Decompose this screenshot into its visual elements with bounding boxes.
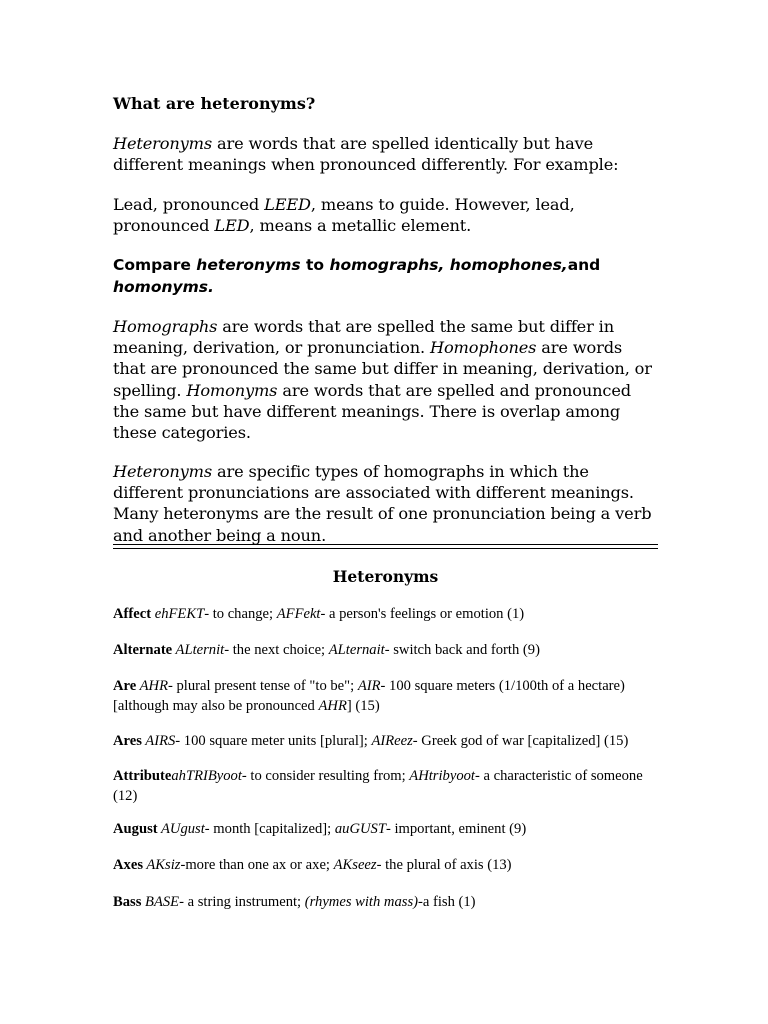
definition-text: - plural present tense of "to be";: [168, 678, 358, 694]
compare-w5: and: [567, 256, 601, 274]
example-text-2: , means to guide. However, lead, pronounced: [113, 195, 575, 236]
pronunciation: ahTRIByoot: [171, 768, 242, 784]
heteronyms-list-title: Heteronyms: [332, 567, 439, 586]
heteronym-entry: [113, 820, 658, 840]
pronunciation: AFFekt: [276, 606, 321, 622]
pronunciation: ehFEKT: [151, 606, 205, 622]
heteronym-entry: [113, 893, 658, 913]
definition-text-2: are words that are pronounced the same but differ in meaning, derivation, or spelling.: [113, 338, 652, 400]
heteronym-word: August: [113, 821, 158, 837]
definition-text: - a person's feelings or emotion (1): [320, 606, 525, 622]
pronunciation: AIR: [357, 678, 381, 694]
pronunciation: AHR: [136, 678, 168, 694]
pronunciation: BASE: [141, 894, 180, 910]
pronunciation: AKsiz: [143, 857, 181, 873]
specific-text: are specific types of homographs in which the different pronunciations are associated with different meanings. Many heteronyms are the result of one pronunciation being a verb and another being a noun.: [113, 462, 652, 545]
definition-text: - 100 square meter units [plural];: [175, 733, 372, 749]
compare-w6: homonyms.: [113, 278, 214, 296]
double-rule-divider: [113, 544, 658, 549]
definition-term-3: Homonyms: [186, 380, 278, 400]
specific-term: Heteronyms: [113, 462, 212, 481]
pronunciation: AIReez: [371, 733, 413, 749]
definition-text: -more than one ax or axe;: [180, 857, 334, 873]
heteronym-entry: [113, 732, 658, 752]
definition-text: - a characteristic of someone (12): [113, 768, 643, 804]
definition-text: - the next choice;: [224, 642, 329, 658]
pronunciation: AUgust: [157, 821, 205, 837]
example-paragraph: [113, 194, 658, 236]
definition-text: - important, eminent (9): [385, 821, 527, 837]
pronunciation: AHtribyoot: [409, 768, 475, 784]
pronunciation: ALternait: [328, 642, 385, 658]
definition-text: - a string instrument;: [179, 894, 305, 910]
definition-text-1: are words that are spelled the same but differ in meaning, derivation, or pronunciation.: [113, 317, 614, 358]
pronunciation: (rhymes with mass): [304, 894, 418, 910]
heteronym-entry: [113, 767, 658, 806]
pronunciation: auGUST: [334, 821, 386, 837]
definition-text: - to consider resulting from;: [241, 768, 410, 784]
heteronym-entry: [113, 856, 658, 876]
heteronym-word: Attribute: [113, 768, 172, 784]
compare-w2: heteronyms: [196, 256, 301, 274]
compare-w1: Compare: [113, 256, 197, 274]
heteronym-word: Ares: [113, 733, 142, 749]
definition-text: - month [capitalized];: [204, 821, 335, 837]
example-text-3: , means a metallic element.: [249, 216, 472, 236]
definitions-paragraph: [113, 316, 658, 443]
compare-w3: to: [300, 256, 330, 274]
definition-term-2: Homophones: [430, 338, 537, 358]
definition-text-3: are words that are spelled and pronounced the same but have different meanings. There is overlap among these categories.: [113, 380, 631, 443]
definition-term-1: Homographs: [113, 317, 218, 336]
heteronym-entry: [113, 641, 658, 661]
intro-paragraph: [113, 133, 658, 175]
pronunciation: AIRS: [141, 733, 176, 749]
heteronym-word: Are: [113, 678, 137, 694]
example-text-1: Lead, pronounced: [113, 195, 265, 214]
pronunciation: ALternit: [172, 642, 225, 658]
definition-text: - Greek god of war [capitalized] (15): [412, 733, 629, 749]
example-em-1: LEED: [264, 195, 311, 214]
definition-text: - 100 square meters (1/100th of a hectare) [although may also be pronounced: [113, 678, 625, 714]
pronunciation: AHR: [318, 697, 347, 714]
heteronym-word: Alternate: [113, 642, 173, 658]
definition-text: - switch back and forth (9): [384, 642, 540, 658]
definition-text: - the plural of axis (13): [376, 857, 512, 873]
intro-text: are words that are spelled identically but have different meanings when pronounced differently. For example:: [113, 134, 619, 175]
heteronym-word: Bass: [113, 894, 142, 910]
definition-text: ] (15): [346, 697, 380, 714]
pronunciation: AKseez: [333, 857, 377, 873]
specific-paragraph: [113, 461, 658, 546]
definition-text: -a fish (1): [418, 894, 476, 910]
definition-text: - to change;: [204, 606, 277, 622]
section-heading: What are heteronyms?: [113, 94, 316, 113]
example-em-2: LED: [214, 216, 250, 236]
compare-w4: homographs, homophones,: [329, 256, 568, 274]
heteronym-entry: [113, 677, 658, 716]
compare-heading: [113, 254, 658, 298]
heteronym-word: Affect: [113, 606, 152, 622]
heteronym-word: Axes: [113, 857, 143, 873]
intro-term: Heteronyms: [113, 134, 212, 153]
heteronym-entry: [113, 605, 658, 625]
